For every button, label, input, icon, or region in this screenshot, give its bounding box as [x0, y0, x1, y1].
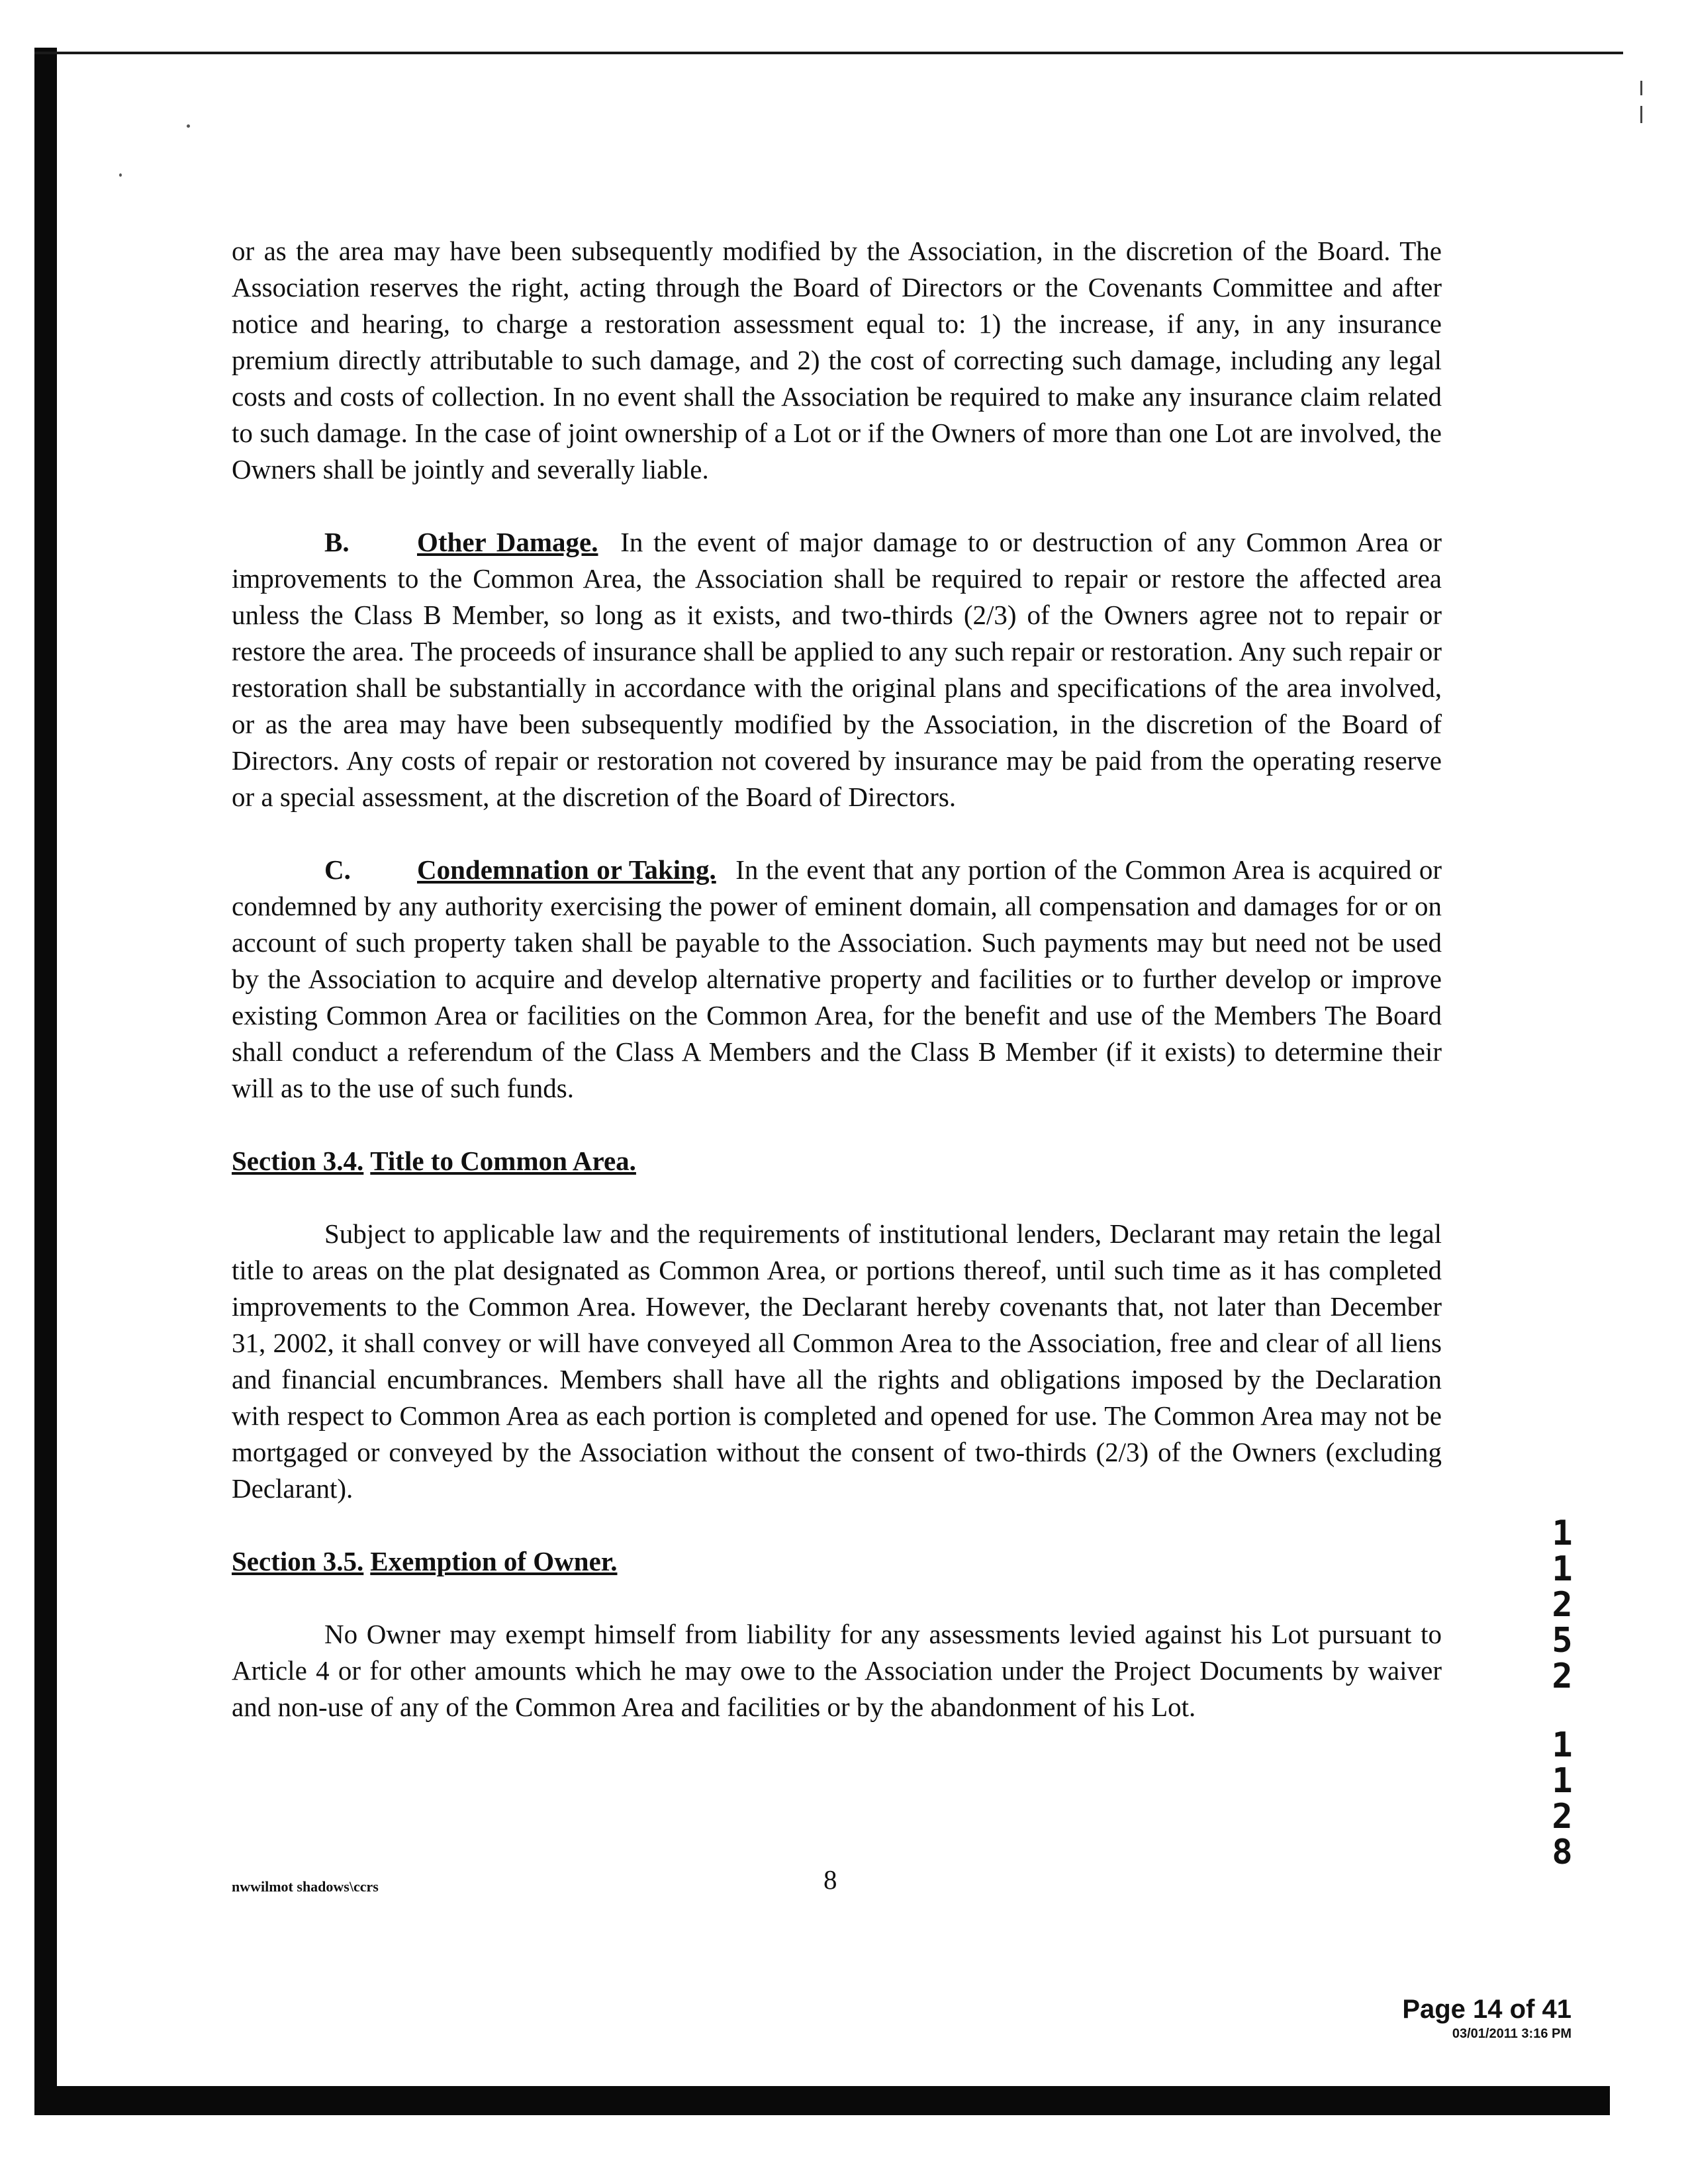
section-3-4-text: Subject to applicable law and the requirements of institutional lenders, Declarant may retain the legal title to areas on the plat designated as Common Area, or portions thereof, until such time as it has completed improvements to the Common Area. However, the Declarant hereby covenants that, not later than December 31, 2002, it shall convey or will have conveyed all Common Area to the Association, free and clear of all liens and financial encumbrances. Members shall have all the rights and obligations imposed by the Declaration with respect to Common Area as each portion is completed and opened for use. The Common Area may not be mortgaged or conveyed by the Association without the consent of two-thirds (2/3) of the Owners (excluding Declarant).: [232, 1218, 1442, 1504]
subsection-b-text: In the event of major damage to or destruction of any Common Area or improvements to the Common Area, the Association shall be required to repair or restore the affected area unless the Class B Member, so long as it exists, and two-thirds (2/3) of the Owners agree not to repair or restore the area. The proceeds of insurance shall be applied to any such repair or restoration. Any such repair or restoration shall be substantially in accordance with the original plans and specifications of the area involved, or as the area may have been subsequently modified by the Association, in the discretion of the Board of Directors. Any costs of repair or restoration not covered by insurance may be paid from the operating reserve or a special assessment, at the discretion of the Board of Directors.: [232, 527, 1442, 812]
scan-speck: [119, 173, 122, 177]
scan-border-top: [34, 52, 1623, 54]
scan-speck: [187, 124, 190, 128]
subsection-c-letter: C.: [324, 854, 351, 885]
scan-border-left: [34, 48, 57, 2113]
section-3-4-number: Section 3.4.: [232, 1146, 364, 1176]
scan-tick-mark: [1640, 106, 1642, 123]
margin-digit: 5: [1552, 1621, 1573, 1661]
margin-digit: 2: [1552, 1585, 1573, 1625]
section-3-5-heading: [232, 1543, 1442, 1580]
margin-recording-number: [1542, 1516, 1582, 1870]
margin-digit: 8: [1552, 1833, 1573, 1872]
footer-page-number: 8: [823, 1864, 837, 1895]
scan-border-bottom: [34, 2086, 1610, 2115]
scan-tick-mark: [1640, 81, 1642, 95]
section-3-5-text: No Owner may exempt himself from liability for any assessments levied against his Lot pursuant to Article 4 or for other amounts which he may owe to the Association under the Project Documents by waiver and non-use of any of the Common Area and facilities or by the abandonment of his Lot.: [232, 1619, 1442, 1722]
recording-datetime: 03/01/2011 3:16 PM: [1452, 2026, 1571, 2041]
footer-file-path: nwwilmot shadows\ccrs: [232, 1878, 379, 1895]
margin-digit: 1: [1552, 1725, 1573, 1765]
margin-digit: 1: [1552, 1549, 1573, 1589]
section-3-4-title: Title to Common Area.: [370, 1146, 636, 1176]
subsection-c-text: In the event that any portion of the Common Area is acquired or condemned by any authority exercising the power of eminent domain, all compensation and damages for or on account of such property taken shall be payable to the Association. Such payments may but need not be used by the Association to acquire and develop alternative property and facilities or to further develop or improve existing Common Area or facilities on the Common Area, for the benefit and use of the Members The Board shall conduct a referendum of the Class A Members and the Class B Member (if it exists) to determine their will as to the use of such funds.: [232, 854, 1442, 1103]
document-body: [232, 233, 1442, 1762]
recording-page-label: Page 14 of 41: [1402, 1995, 1571, 2024]
margin-digit: 1: [1552, 1514, 1573, 1553]
subsection-c-title: Condemnation or Taking.: [417, 854, 716, 885]
margin-digit: 2: [1552, 1797, 1573, 1837]
recording-stamp: [1402, 1993, 1571, 2042]
margin-digit: 1: [1552, 1761, 1573, 1801]
section-3-5-number: Section 3.5.: [232, 1546, 364, 1576]
paragraph-continued: or as the area may have been subsequently modified by the Association, in the discretion of the Board. The Association reserves the right, acting through the Board of Directors or the Covenants Committee and after notice and hearing, to charge a restoration assessment equal to: 1) the increase, if any, in any insurance premium directly attributable to such damage, and 2) the cost of correcting such damage, including any legal costs and costs of collection. In no event shall the Association be required to make any insurance claim related to such damage. In the case of joint ownership of a Lot or if the Owners of more than one Lot are involved, the Owners shall be jointly and severally liable.: [232, 236, 1442, 484]
margin-gap: [1542, 1694, 1582, 1727]
section-3-5-title: Exemption of Owner.: [370, 1546, 618, 1576]
subsection-b: [232, 524, 1442, 815]
subsection-b-title: Other Damage.: [417, 527, 598, 557]
subsection-b-letter: B.: [324, 527, 350, 557]
section-3-4-heading: [232, 1143, 1442, 1179]
margin-digit: 2: [1552, 1657, 1573, 1696]
subsection-c: [232, 852, 1442, 1107]
